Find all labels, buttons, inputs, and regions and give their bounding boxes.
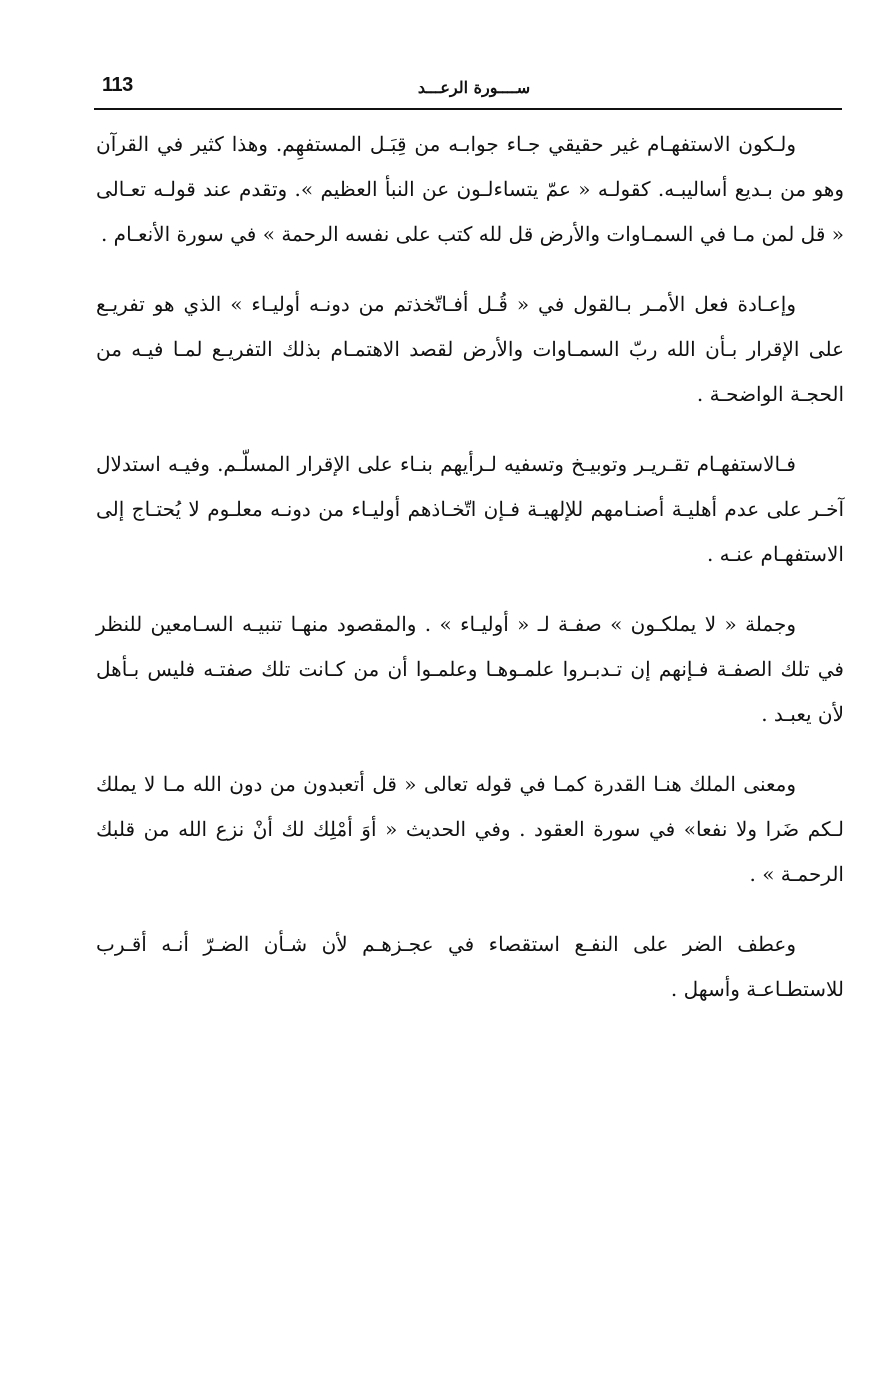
paragraph: فـالاستفهـام تقـريـر وتوبيـخ وتسفيه لـرأيهم بنـاء على الإقرار المسلّـم. وفيـه استدلال آخـر على عدم أهليـة أصنـامهم للإلهيـة فـإن اتّخـاذهم أوليـاء من دونـه معلـوم لا يُحتـاج إلى الاستفهـام عنـه .: [96, 452, 844, 566]
body-text: [96, 122, 844, 1037]
running-title: ســــورة الرعـــد: [417, 78, 531, 97]
page-number: 113: [102, 74, 133, 96]
page-header: [94, 72, 842, 108]
header-rule: [94, 108, 842, 110]
paragraph: ولـكون الاستفهـام غير حقيقي جـاء جوابـه من قِبَـل المستفهِم. وهذا كثير في القرآن وهو من بـديع أساليبـه. كقولـه « عمّ يتساءلـون عن النبأ العظيم ». وتقدم عند قولـه تعـالى « قل لمن مـا في السمـاوات والأرض قل لله كتب على نفسه الرحمة » في سورة الأنعـام .: [96, 132, 844, 246]
paragraph: وجملة « لا يملكـون » صفـة لـ « أوليـاء » . والمقصود منهـا تنبيـه السـامعين للنظر في تلك الصفـة فـإنهم إن تـدبـروا علمـوهـا وعلمـوا أن من كـانت تلك صفتـه فليس بـأهل لأن يعبـد .: [96, 612, 844, 726]
paragraph: وعطف الضر على النفـع استقصاء في عجـزهـم لأن شـأن الضـرّ أنـه أقـرب للاستطـاعـة وأسهل .: [96, 932, 844, 1001]
paragraph: ومعنى الملك هنـا القدرة كمـا في قوله تعالى « قل أتعبدون من دون الله مـا لا يملك لـكم ضَرا ولا نفعا» في سورة العقود . وفي الحديث « أوَ أمْلِك لك أنْ نزع الله من قلبك الرحمـة » .: [96, 772, 844, 886]
paragraph: وإعـادة فعل الأمـر بـالقول في « قُـل أفـاتّخذتم من دونـه أوليـاء » الذي هو تفريـع على الإقرار بـأن الله ربّ السمـاوات والأرض لقصد الاهتمـام بذلك التفريـع لمـا فيـه من الحجـة الواضحـة .: [96, 292, 845, 406]
